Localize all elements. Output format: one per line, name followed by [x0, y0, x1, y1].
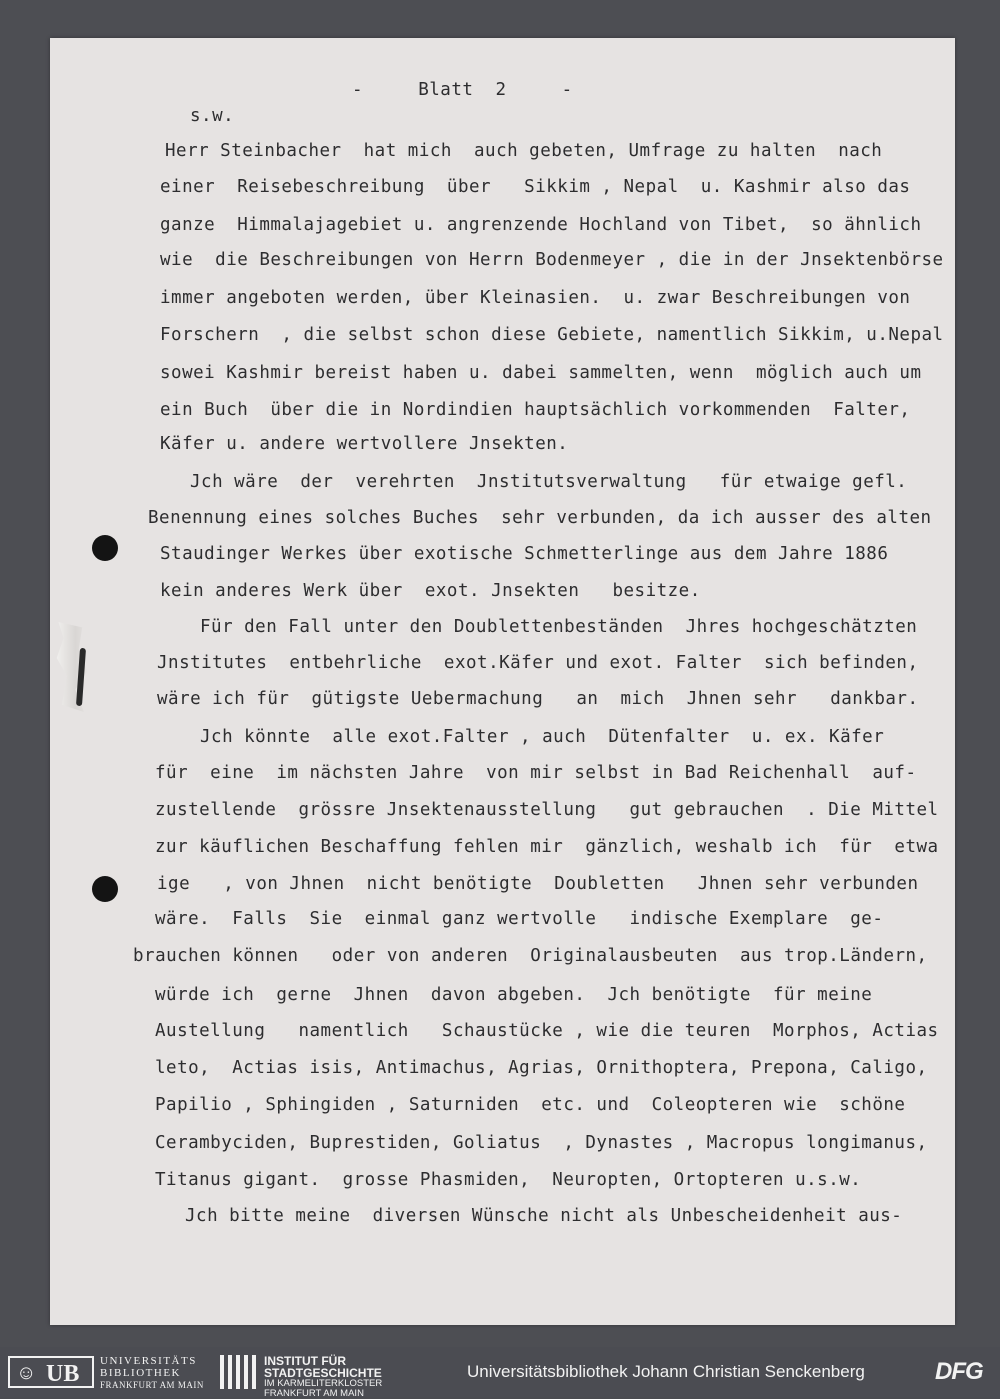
punch-hole-bottom — [92, 876, 118, 902]
letter-line: Titanus gigant. grosse Phasmiden, Neuropten, Ortopteren u.s.w. — [155, 1170, 862, 1190]
letter-line: Jch wäre der verehrten Jnstitutsverwaltung für etwaige gefl. — [190, 472, 908, 492]
institute-line: STADTGESCHICHTE — [264, 1366, 382, 1380]
letter-line: ganze Himmalajagebiet u. angrenzende Hochland von Tibet, so ähnlich — [160, 215, 922, 235]
ub-name-line: BIBLIOTHEK — [100, 1367, 181, 1379]
letter-line: ein Buch über die in Nordindien hauptsächlich vorkommenden Falter, — [160, 400, 911, 420]
dfg-logo[interactable]: DFG — [935, 1358, 983, 1385]
ub-logo[interactable] — [8, 1356, 94, 1388]
ub-name-line: FRANKFURT AM MAIN — [100, 1380, 204, 1390]
letter-line: Papilio , Sphingiden , Saturniden etc. und Coleopteren wie schöne — [155, 1095, 906, 1115]
ub-name — [100, 1355, 204, 1391]
bust-icon: ☺ — [16, 1362, 37, 1384]
letter-line: Käfer u. andere wertvollere Jnsekten. — [160, 434, 569, 454]
letter-line: wäre. Falls Sie einmal ganz wertvolle indische Exemplare ge- — [155, 909, 884, 929]
letter-line: Staudinger Werkes über exotische Schmetterlinge aus dem Jahre 1886 — [160, 544, 889, 564]
letter-line: für eine im nächsten Jahre von mir selbst in Bad Reichenhall auf- — [155, 763, 917, 783]
institute-name — [264, 1355, 382, 1399]
institute-line: IM KARMELITERKLOSTER — [264, 1378, 383, 1389]
letter-line: Jnstitutes entbehrliche exot.Käfer und exot. Falter sich befinden, — [157, 653, 919, 673]
letter-line: brauchen können oder von anderen Originalausbeuten aus trop.Ländern, — [133, 946, 928, 966]
letter-line: würde ich gerne Jhnen davon abgeben. Jch benötigte für meine — [155, 985, 873, 1005]
letter-line: Jch bitte meine diversen Wünsche nicht als Unbescheidenheit aus- — [185, 1206, 903, 1226]
letter-line: wie die Beschreibungen von Herrn Bodenmeyer , die in der Jnsektenbörse — [160, 250, 944, 270]
letter-line: Austellung namentlich Schaustücke , wie die teuren Morphos, Actias — [155, 1021, 939, 1041]
letter-line: sowei Kashmir bereist haben u. dabei sammelten, wenn möglich auch um — [160, 363, 922, 383]
letter-line: einer Reisebeschreibung über Sikkim , Nepal u. Kashmir also das — [160, 177, 911, 197]
letter-line: Für den Fall unter den Doublettenbeständen Jhres hochgeschätzten — [200, 617, 918, 637]
letter-line: zur käuflichen Beschaffung fehlen mir gänzlich, weshalb ich für etwa — [155, 837, 939, 857]
punch-hole-top — [92, 535, 118, 561]
letter-line: s.w. — [190, 106, 235, 126]
columns-icon[interactable] — [218, 1355, 256, 1389]
letter-line: kein anderes Werk über exot. Jnsekten besitze. — [160, 581, 701, 601]
letter-line: zustellende grössre Jnsektenausstellung gut gebrauchen . Die Mittel — [155, 800, 939, 820]
letter-line: wäre ich für gütigste Uebermachung an mich Jhnen sehr dankbar. — [157, 689, 919, 709]
footer-bar — [0, 1347, 1000, 1397]
institute-line: INSTITUT FÜR — [264, 1354, 346, 1368]
ub-name-line: UNIVERSITÄTS — [100, 1355, 197, 1367]
letter-line: Cerambyciden, Buprestiden, Goliatus , Dynastes , Macropus longimanus, — [155, 1133, 928, 1153]
letter-line: immer angeboten werden, über Kleinasien. u. zwar Beschreibungen von — [160, 288, 911, 308]
letter-line: Jch könnte alle exot.Falter , auch Dütenfalter u. ex. Käfer — [200, 727, 885, 747]
letter-line: Forschern , die selbst schon diese Gebiete, namentlich Sikkim, u.Nepal — [160, 325, 944, 345]
letter-line: Herr Steinbacher hat mich auch gebeten, Umfrage zu halten nach — [165, 141, 883, 161]
library-name-link[interactable]: Universitätsbibliothek Johann Christian Senckenberg — [467, 1362, 865, 1381]
letter-line: ige , von Jhnen nicht benötigte Doubletten Jhnen sehr verbunden — [157, 874, 919, 894]
letter-line: Benennung eines solches Buches sehr verbunden, da ich ausser des alten — [148, 508, 932, 528]
institute-line: FRANKFURT AM MAIN — [264, 1388, 364, 1399]
letter-line: leto, Actias isis, Antimachus, Agrias, Ornithoptera, Prepona, Caligo, — [155, 1058, 928, 1078]
ub-logo-text: UB — [46, 1361, 80, 1387]
page-header: - Blatt 2 - — [352, 80, 573, 100]
